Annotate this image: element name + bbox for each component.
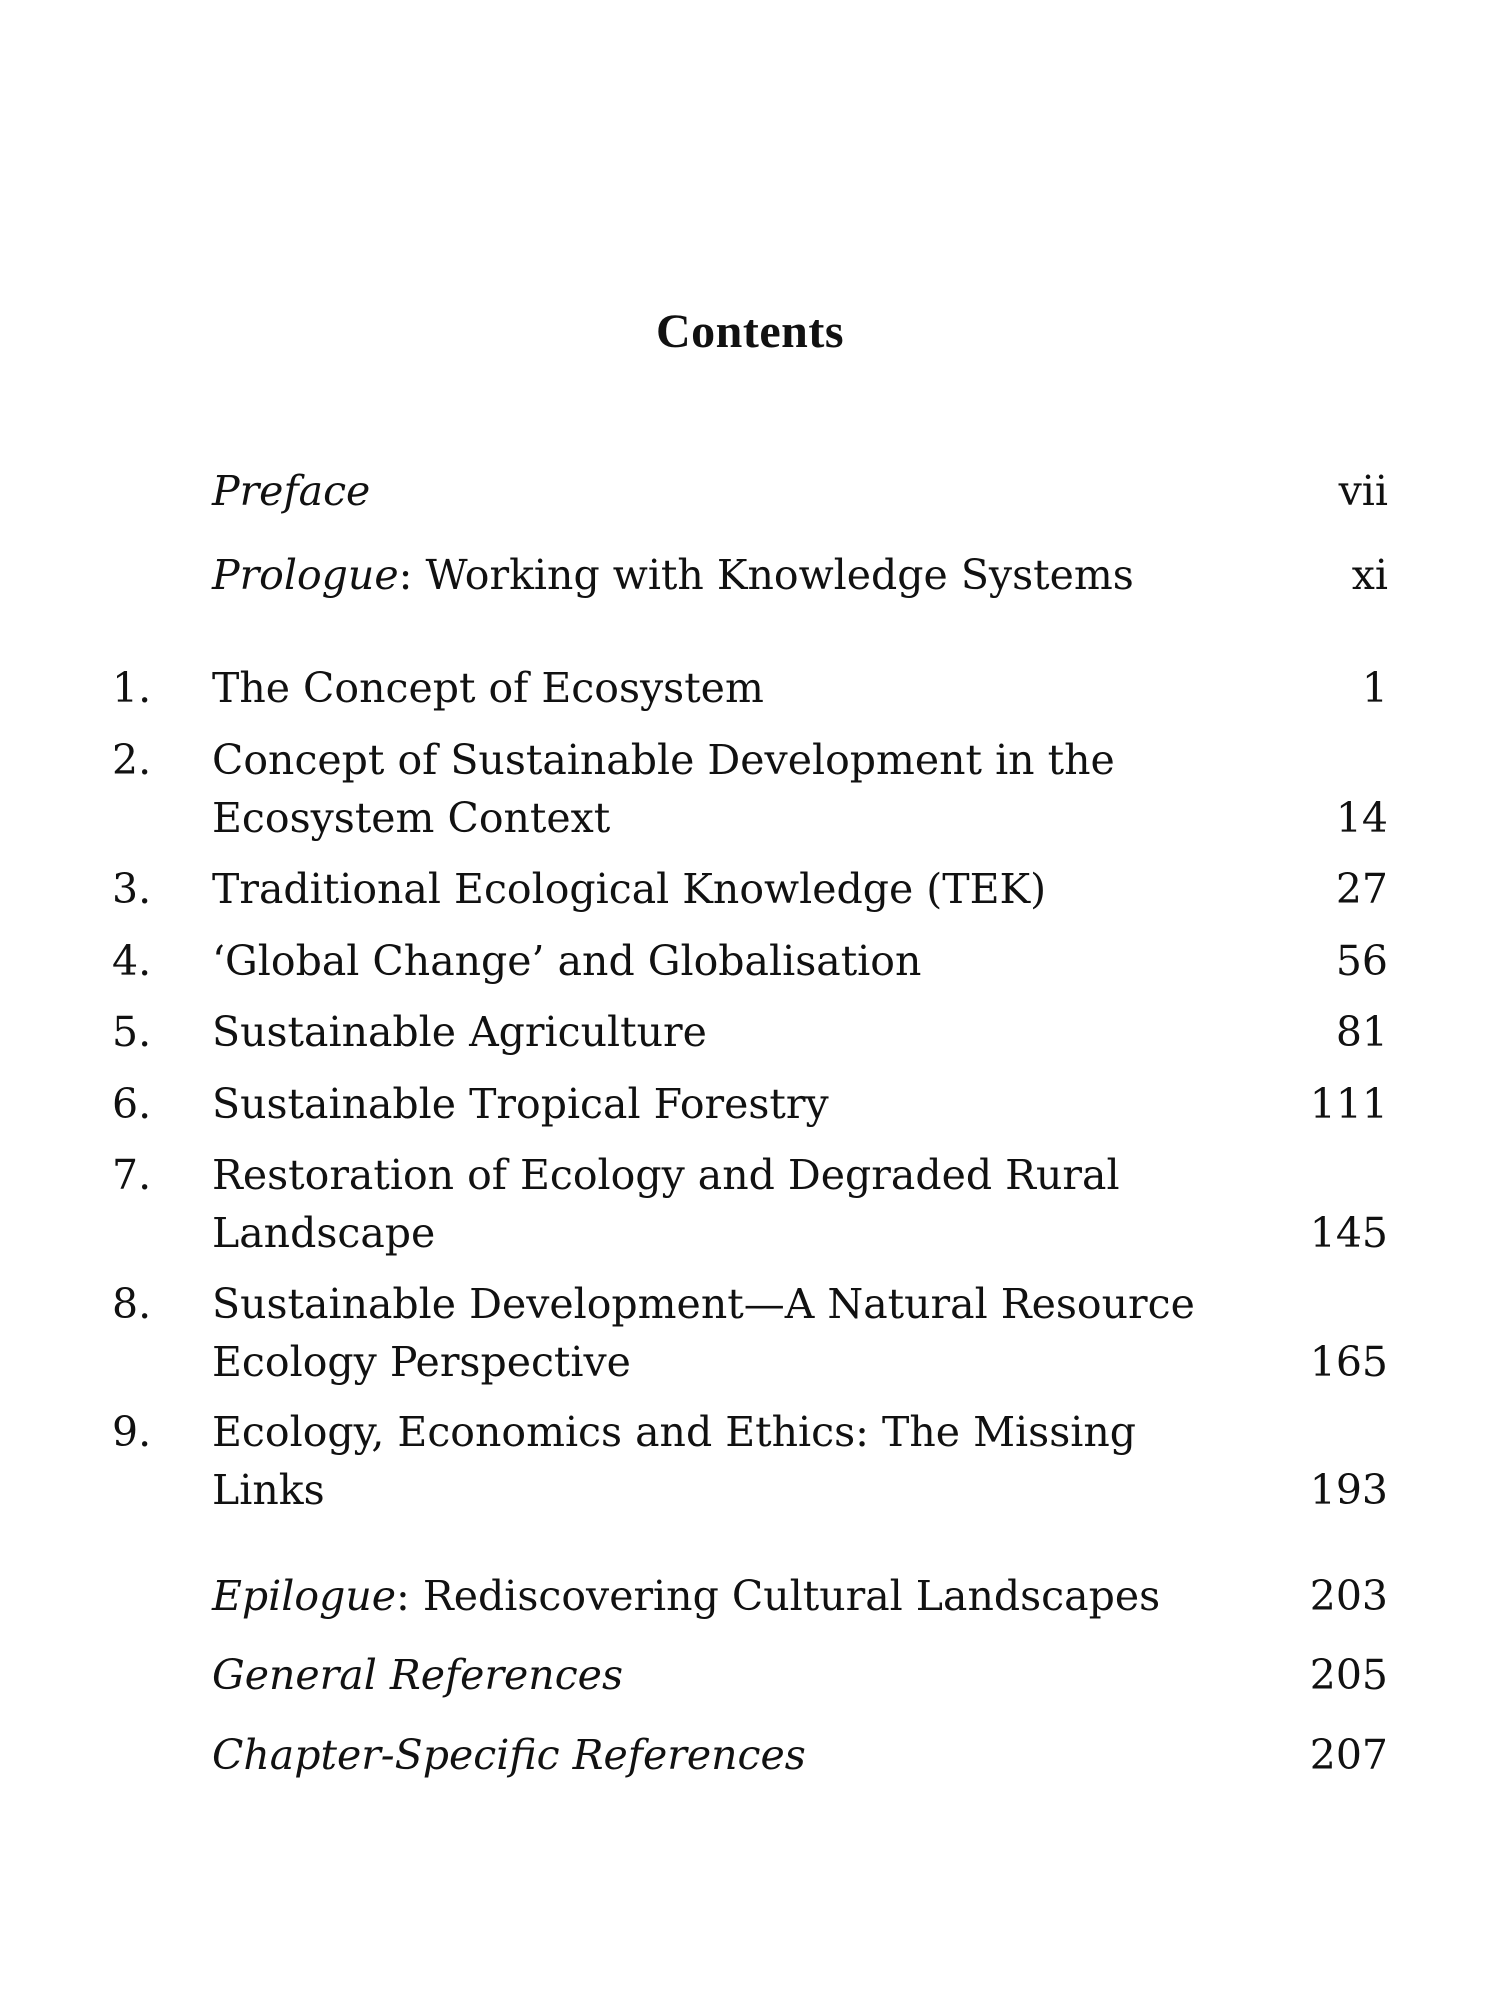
entry-title [212, 1726, 1212, 1784]
chapter-page: 193 [1309, 1466, 1388, 1514]
chapter-title: Sustainable Agriculture [212, 1008, 707, 1056]
entry-title [212, 1567, 1212, 1625]
entry-page: xi [1351, 551, 1388, 599]
chapter-page: 111 [1309, 1080, 1388, 1128]
chapter-number: 1. [112, 664, 152, 712]
chapter-page: 81 [1335, 1008, 1388, 1056]
entry-title [212, 462, 1212, 520]
entry-page: 207 [1309, 1731, 1388, 1779]
entry-title-italic: Epilogue [212, 1572, 396, 1620]
chapter-title-line1: Sustainable Development—A Natural [212, 1280, 988, 1328]
chapter-title-line2: Ecosystem Context [212, 794, 611, 842]
chapter-number: 9. [112, 1408, 152, 1456]
entry-title-italic: Chapter-Specific References [212, 1731, 806, 1779]
entry-title-italic: Preface [212, 467, 371, 515]
entry-title-italic: Prologue [212, 551, 399, 599]
entry-title [212, 1646, 1212, 1704]
entry-page: vii [1338, 467, 1388, 515]
chapter-title [212, 1275, 1212, 1391]
chapter-title-line2: Resource Ecology Perspective [212, 1280, 1195, 1386]
page-title: Contents [655, 305, 844, 358]
chapter-title-line1: Ecology, Economics and Ethics: [212, 1408, 869, 1456]
chapter-title: ‘Global Change’ and Globalisation [212, 937, 922, 985]
chapter-title-line1: Concept of Sustainable Development in the [212, 736, 1115, 784]
chapter-title-line2: The Missing Links [212, 1408, 1137, 1514]
chapter-title-line1: Restoration of Ecology and Degraded [212, 1151, 993, 1199]
chapter-page: 56 [1335, 937, 1388, 985]
chapter-number: 3. [112, 865, 152, 913]
chapter-number: 2. [112, 736, 152, 784]
entry-title [212, 546, 1212, 604]
chapter-page: 14 [1335, 794, 1388, 842]
chapter-number: 7. [112, 1151, 152, 1199]
chapter-page: 165 [1309, 1338, 1388, 1386]
entry-page: 205 [1309, 1651, 1388, 1699]
chapter-title-line2: Rural Landscape [212, 1151, 1120, 1257]
chapter-page: 27 [1335, 865, 1388, 913]
entry-page: 203 [1309, 1572, 1388, 1620]
chapter-number: 6. [112, 1080, 152, 1128]
chapter-page: 1 [1361, 664, 1388, 712]
entry-title-rest: : Working with Knowledge Systems [398, 551, 1134, 599]
entry-title-rest: : Rediscovering Cultural Landscapes [396, 1572, 1161, 1620]
chapter-title [212, 1403, 1212, 1519]
chapter-page: 145 [1309, 1209, 1388, 1257]
chapter-number: 4. [112, 937, 152, 985]
chapter-title [212, 731, 1212, 847]
entry-title-italic: General References [212, 1651, 623, 1699]
chapter-number: 5. [112, 1008, 152, 1056]
chapter-title: Sustainable Tropical Forestry [212, 1080, 829, 1128]
chapter-title: Traditional Ecological Knowledge (TEK) [212, 865, 1047, 913]
chapter-title: The Concept of Ecosystem [212, 664, 764, 712]
chapter-title [212, 1146, 1212, 1262]
chapter-number: 8. [112, 1280, 152, 1328]
